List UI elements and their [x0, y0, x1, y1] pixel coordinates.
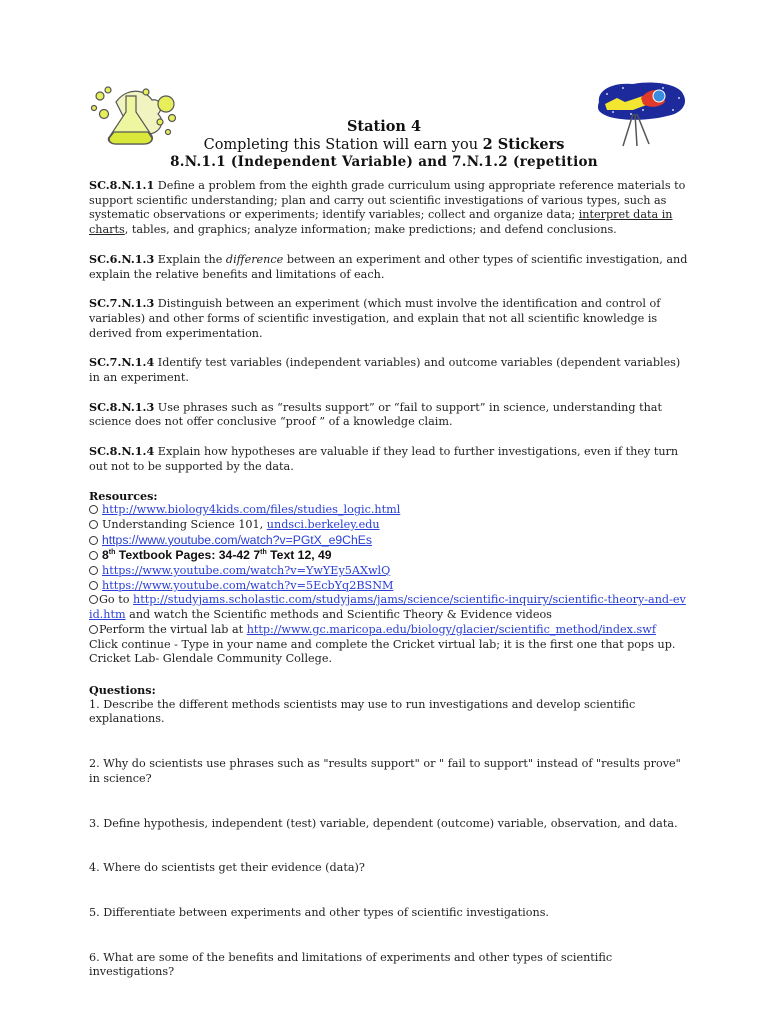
question-3: 3. Define hypothesis, independent (test) variable, dependent (outcome) variable, observation, and data. — [89, 816, 678, 830]
resources-title: Resources: — [89, 488, 158, 503]
resources-section — [89, 489, 689, 667]
circle-bullet-icon — [89, 581, 98, 590]
circle-bullet-icon — [89, 505, 98, 514]
question-2: 2. Why do scientists use phrases such as "results support" or " fail to support" instead of "results prove" in science? — [89, 757, 681, 785]
document-body — [89, 178, 689, 1010]
question-6: 6. What are some of the benefits and limitations of experiments and other types of scientific investigations? — [89, 950, 613, 979]
question-1: 1. Describe the different methods scientists may use to run investigations and develop scientific explanations. — [89, 697, 636, 726]
questions-section — [89, 683, 689, 980]
youtube-link-1[interactable]: https://www.youtube.com/watch?v=PGtX_e9ChEs — [102, 532, 372, 547]
youtube-link-3[interactable]: https://www.youtube.com/watch?v=5EcbYq2BSNM — [102, 578, 394, 592]
virtual-lab-link[interactable]: http://www.gc.maricopa.edu/biology/glacier/scientific_method/index.swf — [246, 622, 656, 636]
circle-bullet-icon — [89, 520, 98, 529]
station-header — [0, 117, 768, 171]
sticker-count: 2 Stickers — [482, 136, 565, 153]
circle-bullet-icon — [89, 625, 98, 634]
standards-line: 8.N.1.1 (Independent Variable) and 7.N.1.2 (repetition — [170, 154, 598, 170]
station-subtitle: Completing this Station will earn you 2 Stickers — [203, 136, 565, 153]
questions-title: Questions: — [89, 682, 156, 697]
resource-item — [89, 533, 689, 549]
standard-sc-8-n-1-3: SC.8.N.1.3 Use phrases such as “results support” or “fail to support” in science, understanding that science does not offer conclusive “proof ” of a knowledge claim. — [89, 399, 662, 429]
youtube-link-2[interactable]: https://www.youtube.com/watch?v=YwYEy5AXwlQ — [102, 564, 391, 578]
standard-sc-6-n-1-3: SC.6.N.1.3 Explain the difference between an experiment and other types of scientific investigation, and explain the relative benefits and limitations of each. — [89, 251, 688, 281]
standard-sc-8-n-1-1: SC.8.N.1.1 Define a problem from the eighth grade curriculum using appropriate reference materials to support scientific understanding; plan and carry out scientific investigations of various types, such as systematic observations or experiments; identify variables; collect and organize data; interpret data in charts, tables, and graphics; analyze information; make predictions; and defend conclusions. — [89, 178, 686, 237]
cricket-lab-note: Cricket Lab- Glendale Community College. — [89, 652, 333, 666]
undsci-link[interactable]: undsci.berkeley.edu — [266, 517, 380, 531]
circle-bullet-icon — [89, 595, 98, 604]
standard-sc-7-n-1-4: SC.7.N.1.4 Identify test variables (independent variables) and outcome variables (dependent variables) in an experiment. — [89, 355, 681, 385]
circle-bullet-icon — [89, 536, 98, 545]
resource-item: Understanding Science 101, undsci.berkeley.edu — [89, 518, 689, 533]
circle-bullet-icon — [89, 566, 98, 575]
resource-item — [89, 564, 689, 579]
resource-item — [89, 503, 689, 518]
standard-sc-7-n-1-3: SC.7.N.1.3 Distinguish between an experiment (which must involve the identification and control of variables) and other forms of scientific investigation, and explain that not all scientific knowledge is derived from experimentation. — [89, 296, 661, 340]
circle-bullet-icon — [89, 551, 98, 560]
standard-sc-8-n-1-4: SC.8.N.1.4 Explain how hypotheses are valuable if they lead to further investigations, even if they turn out not to be supported by the data. — [89, 444, 679, 473]
resource-item-virtual-lab: Perform the virtual lab at http://www.gc.maricopa.edu/biology/glacier/scientific_method/index.swf — [89, 623, 689, 638]
resource-item-studyjams: Go to http://studyjams.scholastic.com/studyjams/jams/science/scientific-inquiry/scientific-theory-and-evid.htm and watch the Scientific methods and Scientific Theory & Evidence videos — [89, 593, 686, 622]
station-title: Station 4 — [346, 118, 422, 135]
resource-item — [89, 579, 689, 594]
virtual-lab-note: Click continue - Type in your name and complete the Cricket virtual lab; it is the first one that pops up. — [89, 637, 676, 651]
resource-item-textbook: 8th Textbook Pages: 34-42 7th Text 12, 49 — [89, 548, 689, 564]
studyjams-link[interactable]: http://studyjams.scholastic.com/studyjams/jams/science/scientific-inquiry/scientific-theory-and-evid.htm — [89, 593, 686, 622]
question-5: 5. Differentiate between experiments and other types of scientific investigations. — [89, 905, 549, 919]
question-4: 4. Where do scientists get their evidence (data)? — [89, 861, 365, 875]
biology4kids-link[interactable]: http://www.biology4kids.com/files/studies_logic.html — [102, 503, 401, 517]
